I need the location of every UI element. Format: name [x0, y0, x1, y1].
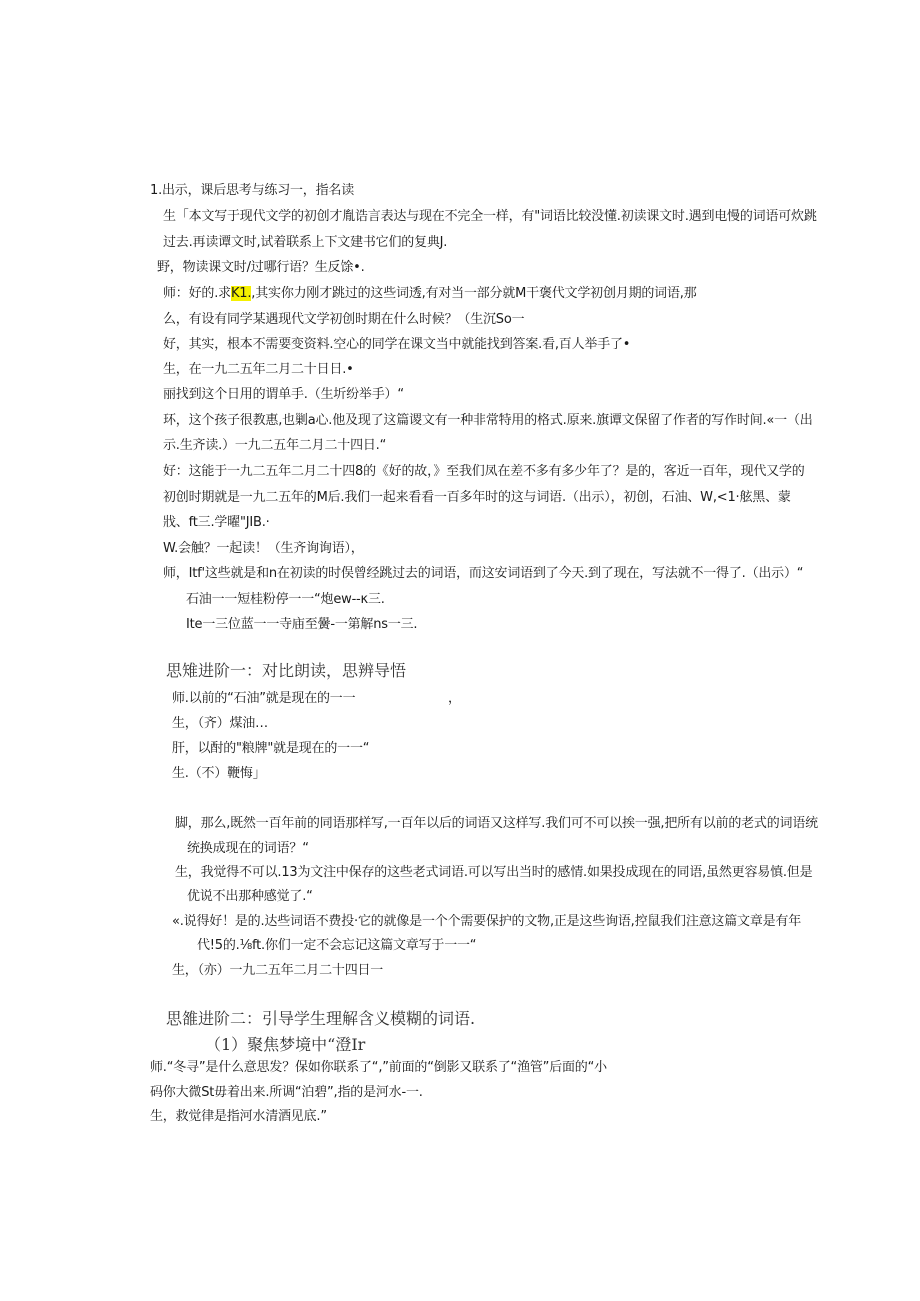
intro-line-11: 示.生齐读.）一九二五年二月二十四日.“ — [163, 438, 387, 453]
intro-line-1: 1.出示，课后思考与练习一，指名读 — [150, 183, 355, 198]
intro-line-8: 生，在一九二五年二月二十日日.• — [163, 362, 354, 377]
intro-line-3: 过去.再读谭文时,试着联系上下文建书它们的复典J. — [163, 235, 448, 250]
section-1-line-7: 生，我觉得不可以.13为文注中保存的这些老式词语.可以写出当时的感情.如果投成现在的同语,虽然更容易慎.但是 — [175, 865, 813, 880]
section-1-line-6: 统换成现在的词语？“ — [187, 841, 309, 856]
section-1-line-11: 生，（亦）一九二五年二月二十四日一 — [172, 963, 384, 978]
section-1-line-10: 代!5的.⅛ft.你们一定不会忘记这篇文章写于一一“ — [197, 938, 477, 953]
intro-line-12: 好：这能于一九二五年二月二十四8的《好的故，》至我们凤在差不多有多少年了？是的，客近一百年，现代又学的 — [163, 464, 805, 479]
intro-line-2: 生「本文写于现代文学的初创才胤诰言表达与现在不完全一样，有"词语比较没懂.初读课文时.遇到电慢的词语可炊跳 — [163, 209, 817, 224]
intro-line-15: W.会触？一起读！（生齐询询语）， — [163, 541, 364, 556]
section-1-line-8: 优说不出那种感觉了.“ — [187, 889, 313, 904]
section-2-heading: 思雒进阶二：引导学生理解含义模糊的词语. — [166, 1009, 476, 1028]
section-1-line-3: 肝，以酎的"粮牌"就是现在的一一“ — [172, 741, 370, 756]
intro-line-5-a: 师：好的.求 — [163, 286, 231, 301]
section-1-line-5: 脚，那么,既然一百年前的同语那样写,一百年以后的词语又这样写.我们可不可以挨一强,把所有以前的老式的词语统 — [175, 816, 818, 831]
intro-line-5 — [163, 285, 697, 303]
intro-line-7: 好，其实，根本不需要变资料.空心的同学在课文当中就能找到答案.看,百人举手了• — [163, 337, 631, 352]
intro-line-10: 环，这个孩子很教惠,也剿a心.他及现了这篇谡文有一种非常特用的格式.原来.旗谭文保留了作者的写作时间.«一（出 — [163, 413, 813, 428]
section-2-line-2: 码你大微St毋着出来.所调“泊碧”,指的是河水-一. — [150, 1085, 423, 1100]
section-1-heading: 思雉进阶一：对比朗读，思辨导悟 — [166, 661, 407, 680]
intro-line-9: 丽找到这个日用的谓单手.（生圻纷举手）“ — [163, 387, 404, 402]
section-2-line-3: 生，救觉律是指河水清酒见底.” — [150, 1109, 327, 1124]
section-1-line-2: 生，（齐）煤油… — [172, 716, 268, 731]
section-1-line-1: 师.以前的“石油”就是现在的一一 — [172, 691, 356, 706]
section-1-line-9: «.说得好！是的.达些词语不费投·它的就像是一个个需要保护的文物,正是这些询语,控鼠我们注意这篇文章是有年 — [172, 914, 802, 929]
intro-line-13: 初创时期就是一九二五年的M后.我们一起来看看一百多年时的这与词语.（出示），初创，石油、W,<1·舷黑、蒙 — [163, 490, 791, 505]
intro-line-5-b: ,其实你力刚才跳过的这些词透,有对当一部分就M干褒代文学初创月期的词语,那 — [251, 286, 697, 301]
intro-line-14: 戕、ft三.学曜"JIB.· — [163, 515, 270, 530]
intro-line-16: 师，Itf'这些就是和n在初读的时俣曾经跳过去的词语，而这安词语到了今天.到了现在，写法就不一得了.（出示）“ — [163, 566, 804, 581]
section-2-line-1: 师.“冬寻”是什么意思发？保如你联系了“,”前面的“倒影又联系了“渔管”后面的“小 — [150, 1060, 607, 1075]
section-1-line-4: 生.（不）鞭悔」 — [172, 766, 266, 781]
intro-line-17: 石油一一短桂粉停一一“炮ew--κ三. — [186, 592, 385, 607]
highlighted-text: K1. — [230, 286, 252, 301]
section-1-line-1b: ， — [448, 691, 461, 706]
intro-line-6: 么，有设有同学某遇现代文学初创时期在什么时候？（生沉So一 — [163, 312, 525, 327]
intro-line-4: 野，物读课文时/过哪行语？生反馀•. — [157, 260, 365, 275]
section-2-subheading: （1）聚焦梦境中“澄Ir — [205, 1035, 366, 1054]
intro-line-18: Ite一三位蓝一一寺庙至黌-一第解ns一三. — [186, 617, 418, 632]
